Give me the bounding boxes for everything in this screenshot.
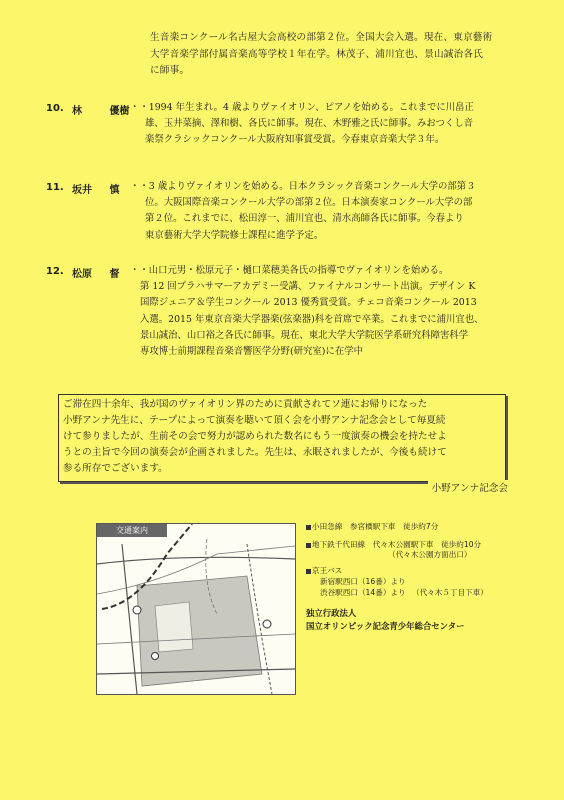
given-name: 慎 <box>109 185 120 196</box>
bio-line: 楽祭クラシックコンクール大阪府知事賞受賞。今春東京音楽大学３年。 <box>145 134 445 146</box>
park-area <box>137 576 262 686</box>
bio-line: 位。大阪国際音楽コンクール大学の部第２位。日本演奏家コンクール大学の部 <box>145 197 473 209</box>
notice-line: 参る所存でございます。 <box>63 463 168 474</box>
bus-stop: 渋谷駅西口（14番）より （代々木５丁目下車） <box>320 588 488 597</box>
memorial-notice-box <box>58 394 506 482</box>
map-title: 交通案内 <box>97 524 167 537</box>
bio-line: 雄、玉井菜摘、澤和樹、各氏に師事。現在、木野雅之氏に師事。みおつくし音 <box>145 118 474 130</box>
performer-name <box>72 181 119 196</box>
given-name: 優樹 <box>109 106 130 117</box>
performer-bio <box>130 263 484 360</box>
bio-line: 第２位。これまでに、松田淳一、浦川宜也、清水高師各氏に師事。今春より <box>145 213 464 225</box>
bio-line: ・・3 歳よりヴァイオリンを始める。日本クラシック音楽コンクール大学の部第３ <box>130 181 476 192</box>
performer-number: 11. <box>46 182 64 193</box>
intro-text <box>150 30 492 80</box>
route-keio-bus: 京王バス <box>306 565 342 576</box>
notice-line: うとの主旨で今回の演奏会が企画されました。先生は、永眠されましたが、今後も続けて <box>63 447 447 458</box>
performer-bio <box>130 179 476 244</box>
center-building <box>155 602 193 652</box>
bus-stop: 新宿駅西口（16番）より <box>320 577 406 586</box>
family-name: 林 <box>72 106 82 117</box>
family-name: 松原 <box>72 269 92 280</box>
notice-line: ご滞在四十余年、我が国のヴァイオリン界のために貢献されてソ連にお帰りになった <box>63 399 428 410</box>
bullet-icon <box>306 569 311 574</box>
performer-bio <box>130 100 474 149</box>
bullet-icon <box>306 525 311 530</box>
route-odakyu: 小田急線 参宮橋駅下車 徒歩約7分 <box>306 521 438 532</box>
notice-line: けて参りましたが、生前その会で努力が認められた数名にもう一度演奏の機会を持たせよ <box>63 431 447 442</box>
route-chiyoda-exit: （代々木公園方面出口） <box>388 550 472 559</box>
org-label: 独立行政法人 <box>306 608 357 618</box>
intro-line: 生音楽コンクール名古屋大会高校の部第２位。全国大会入選。現在、東京藝術 <box>150 32 493 43</box>
bio-line: 東京藝術大学大学院修士課程に進学予定。 <box>145 229 324 241</box>
bio-line: 景山誠治、山口裕之各氏に師事。現在、東北大学大学院医学系研究科障害科学 <box>140 329 469 341</box>
station-marker <box>152 653 159 660</box>
performer-number: 12. <box>46 266 64 277</box>
bio-line: 専攻博士前期課程音楽音響医学分野(研究室)に在学中 <box>140 346 363 358</box>
given-name: 督 <box>109 269 120 280</box>
notice-signature: 小野アンナ記念会 <box>428 480 512 494</box>
performer-name <box>72 102 129 117</box>
bio-line: 国際ジュニア＆学生コンクール 2013 優秀賞受賞。チェコ音楽コンクール 2013 <box>140 297 477 309</box>
bullet-icon <box>306 543 311 548</box>
bio-line: 入選。2015 年東京音楽大学器楽(弦楽器)科を首席で卒業。これまでに浦川宜也、 <box>140 313 484 325</box>
intro-line: に師事。 <box>150 65 190 76</box>
performer-number: 10. <box>46 103 64 114</box>
route-chiyoda: 地下鉄千代田線 代々木公園駅下車 徒歩約10分 <box>306 539 481 550</box>
station-marker <box>133 606 141 614</box>
map-drawing <box>97 524 295 694</box>
bio-line: ・・山口元男・松原元子・樋口菜穂美各氏の指導でヴァイオリンを始める。 <box>130 265 449 276</box>
family-name: 坂井 <box>72 185 92 196</box>
intro-line: 大学音楽学部付属音楽高等学校１年在学。林茂子、浦川宜也、景山誠治各氏 <box>150 48 483 60</box>
performer-name <box>72 265 119 280</box>
access-map <box>96 523 296 695</box>
bio-line: 第 12 回プラハサマーアカデミー受講、ファイナルコンサート出演。デザイン K <box>140 281 476 293</box>
bio-line: ・・1994 年生まれ。4 歳よりヴァイオリン、ピアノを始める。これまでに川畠正 <box>130 102 474 113</box>
station-marker <box>263 620 271 628</box>
org-name: 国立オリンピック記念青少年総合センター <box>306 621 465 631</box>
notice-line: 小野アンナ先生に、テープによって演奏を聴いて頂く会を小野アンナ記念会として毎夏続 <box>63 415 446 426</box>
